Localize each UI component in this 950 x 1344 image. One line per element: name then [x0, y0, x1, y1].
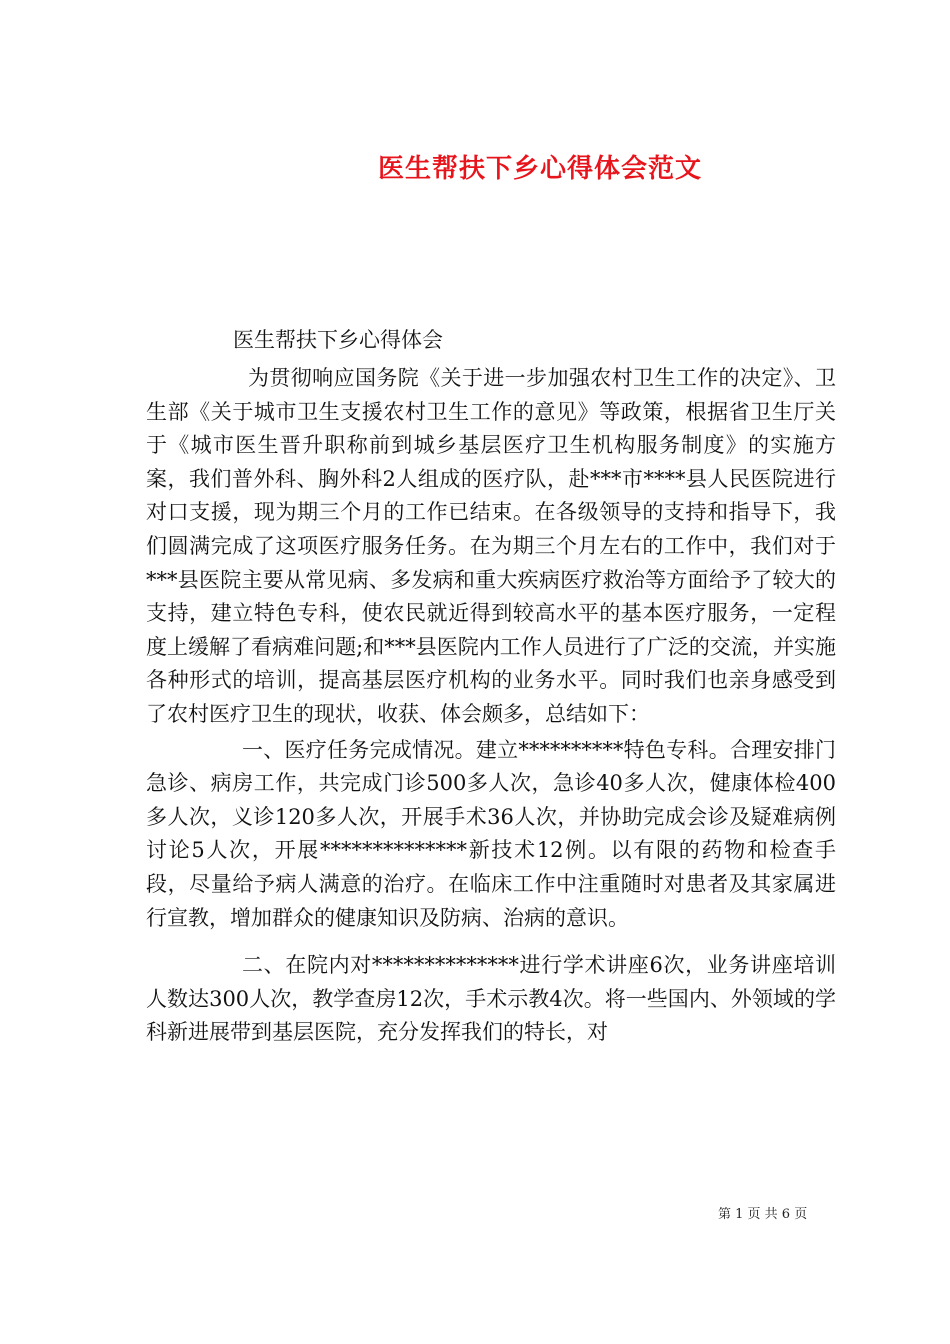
- paragraph-intro: 为贯彻响应国务院《关于进一步加强农村卫生工作的决定》、卫生部《关于城市卫生支援农村卫生工作的意见》等政策，根据省卫生厅关于《城市医生晋升职称前到城乡基层医疗卫生机构服务制度》的实施方案，我们普外科、胸外科2人组成的医疗队，赴***市****县人民医院进行对口支援，现为期三个月的工作已结束。在各级领导的支持和指导下，我们圆满完成了这项医疗服务任务。在为期三个月左右的工作中，我们对于***县医院主要从常见病、多发病和重大疾病医疗救治等方面给予了较大的支持，建立特色专科，使农民就近得到较高水平的基本医疗服务，一定程度上缓解了看病难问题;和***县医院内工作人员进行了广泛的交流，并实施各种形式的培训，提高基层医疗机构的业务水平。同时我们也亲身感受到了农村医疗卫生的现状，收获、体会颇多，总结如下：: [146, 366, 836, 726]
- page-title: 医生帮扶下乡心得体会范文: [377, 154, 702, 185]
- page-number-footer: 第 1 页 共 6 页: [718, 1207, 808, 1222]
- document-subtitle: 医生帮扶下乡心得体会: [233, 328, 443, 352]
- paragraph-lectures: 二、在院内对**************进行学术讲座6次，业务讲座培训人数达300人次，教学查房12次，手术示教4次。将一些国内、外领域的学科新进展带到基层医院，充分发挥我们的特长，对: [146, 953, 836, 1045]
- paragraph-medical-tasks: 一、医疗任务完成情况。建立**********特色专科。合理安排门急诊、病房工作，共完成门诊500多人次，急诊40多人次，健康体检400多人次，义诊120多人次，开展手术36人次，并协助完成会诊及疑难病例讨论5人次，开展**************新技术12例。以有限的药物和检查手段，尽量给予病人满意的治疗。在临床工作中注重随时对患者及其家属进行宣教，增加群众的健康知识及防病、治病的意识。: [146, 737, 836, 930]
- document-body: [146, 362, 836, 1050]
